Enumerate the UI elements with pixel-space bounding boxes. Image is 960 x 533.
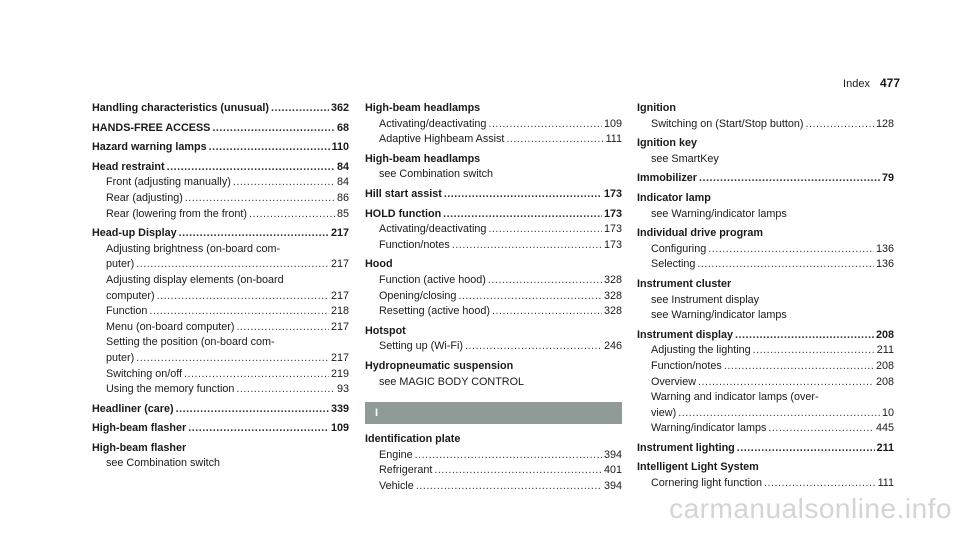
page-reference: 246 — [603, 340, 622, 353]
index-term — [92, 226, 349, 242]
dot-leader — [753, 343, 875, 359]
index-subentry — [92, 242, 349, 258]
page-reference: 328 — [603, 273, 622, 286]
index-text: Switching on (Start/Stop button) — [651, 117, 804, 130]
dot-leader — [488, 222, 602, 238]
index-subentry — [637, 343, 894, 359]
index-subentry — [365, 339, 622, 355]
index-text: see MAGIC BODY CONTROL — [379, 375, 524, 388]
index-text: Adaptive Highbeam Assist — [379, 133, 505, 146]
dot-leader — [708, 242, 874, 258]
dot-leader — [233, 175, 335, 191]
index-subentry — [92, 382, 349, 398]
page-reference: 217 — [330, 351, 349, 364]
dot-leader — [452, 238, 602, 254]
index-text: HOLD function — [365, 207, 442, 220]
dot-leader — [434, 463, 602, 479]
index-entry — [637, 226, 894, 273]
index-subentry — [637, 476, 894, 492]
index-text: Front (adjusting manually) — [106, 176, 231, 189]
page-reference: 173 — [603, 223, 622, 236]
index-text: High-beam flasher — [92, 422, 187, 435]
page-reference: 111 — [877, 477, 894, 490]
index-subentry — [92, 175, 349, 191]
dot-leader — [136, 351, 329, 367]
page-reference: 445 — [875, 422, 894, 435]
page-reference: 211 — [876, 441, 894, 454]
index-entry — [637, 328, 894, 437]
page-reference: 208 — [875, 375, 894, 388]
index-entry — [637, 191, 894, 222]
index-text: see Combination switch — [106, 457, 221, 470]
dot-leader — [444, 187, 602, 203]
index-text: Activating/deactivating — [379, 117, 487, 130]
index-text: High-beam headlamps — [365, 102, 481, 114]
index-term — [92, 140, 349, 156]
index-entry — [92, 441, 349, 472]
dot-leader — [179, 226, 329, 242]
dot-leader — [699, 171, 880, 187]
index-subentry — [365, 289, 622, 305]
index-subentry — [637, 421, 894, 437]
index-column-2 — [365, 101, 622, 498]
index-subentry — [365, 375, 622, 391]
index-term — [365, 187, 622, 203]
index-subentry — [637, 293, 894, 309]
dot-leader — [212, 121, 335, 137]
index-subentry — [365, 273, 622, 289]
index-term — [365, 257, 622, 273]
index-text: Overview — [651, 375, 696, 388]
index-text: Adjusting the lighting — [651, 344, 751, 357]
page-reference: 111 — [605, 133, 622, 146]
index-term — [92, 402, 349, 418]
index-subentry — [637, 207, 894, 223]
page-reference: 10 — [881, 406, 894, 419]
page-reference: 85 — [336, 207, 349, 220]
page-reference: 79 — [881, 172, 894, 185]
index-subentry — [92, 320, 349, 336]
index-term — [92, 101, 349, 117]
index-subentry — [92, 191, 349, 207]
index-text: Hill start assist — [365, 187, 442, 200]
index-text: Headliner (care) — [92, 402, 174, 415]
index-text: Instrument cluster — [637, 277, 732, 290]
index-text: Function (active hood) — [379, 273, 486, 286]
index-subentry — [92, 289, 349, 305]
index-subentry — [637, 359, 894, 375]
index-term — [92, 421, 349, 437]
dot-leader — [157, 289, 329, 305]
page-reference: 217 — [330, 320, 349, 333]
index-text: Function — [106, 305, 148, 318]
index-text: Cornering light function — [651, 477, 763, 490]
index-text: Handling characteristics (unusual) — [92, 102, 269, 114]
dot-leader — [764, 476, 876, 492]
index-subentry — [637, 406, 894, 422]
page-reference: 217 — [330, 289, 349, 302]
index-text: Function/notes — [651, 359, 722, 372]
page-reference: 109 — [330, 422, 349, 435]
index-text: see Warning/indicator lamps — [651, 309, 787, 322]
index-entry — [92, 160, 349, 222]
index-text: Engine — [379, 448, 413, 461]
index-text: Adjusting display elements (on-board — [106, 273, 284, 286]
index-term — [637, 136, 894, 152]
index-text: Setting up (Wi-Fi) — [379, 340, 463, 353]
page-reference: 136 — [875, 258, 894, 271]
index-text: Resetting (active hood) — [379, 305, 491, 318]
index-subentry — [365, 117, 622, 133]
index-entry — [365, 324, 622, 355]
page-reference: 173 — [603, 238, 622, 251]
dot-leader — [735, 328, 874, 344]
dot-leader — [698, 375, 874, 391]
page-reference: 86 — [336, 191, 349, 204]
index-text: Vehicle — [379, 479, 414, 492]
index-subentry — [92, 304, 349, 320]
index-text: Selecting — [651, 258, 696, 271]
index-subentry — [365, 448, 622, 464]
index-subentry — [92, 456, 349, 472]
index-text: see Warning/indicator lamps — [651, 207, 787, 220]
section-label: Index — [843, 78, 870, 90]
index-entry — [637, 441, 894, 457]
index-text: Identification plate — [365, 433, 461, 446]
index-text: Activating/deactivating — [379, 223, 487, 236]
page-reference: 362 — [330, 102, 349, 114]
index-entry — [637, 101, 894, 132]
index-term — [365, 324, 622, 340]
page-reference: 394 — [603, 479, 622, 492]
index-column-1 — [92, 101, 349, 476]
index-subentry — [365, 222, 622, 238]
page-reference: 394 — [603, 448, 622, 461]
index-text: view) — [651, 406, 677, 419]
index-term — [637, 328, 894, 344]
watermark: carmanualsonline.info — [669, 493, 952, 524]
index-text: see SmartKey — [651, 152, 719, 165]
index-text: Function/notes — [379, 238, 450, 251]
index-term — [92, 121, 349, 137]
index-term — [637, 191, 894, 207]
dot-leader — [236, 320, 329, 336]
index-text: Warning/indicator lamps — [651, 422, 767, 435]
index-subentry — [365, 132, 622, 148]
index-text: Hydropneumatic suspension — [365, 359, 514, 372]
index-entry — [365, 152, 622, 183]
dot-leader — [249, 207, 335, 223]
index-term — [637, 277, 894, 293]
index-term — [637, 441, 894, 457]
page-reference: 217 — [330, 258, 349, 271]
index-subentry — [637, 152, 894, 168]
dot-leader — [176, 402, 329, 418]
index-entry — [637, 277, 894, 324]
page-reference: 128 — [875, 117, 894, 130]
dot-leader — [678, 406, 880, 422]
index-term — [637, 171, 894, 187]
index-text: Menu (on-board computer) — [106, 320, 235, 333]
index-subentry — [637, 257, 894, 273]
index-term — [365, 152, 622, 168]
dot-leader — [415, 448, 602, 464]
page-reference: 339 — [330, 402, 349, 415]
index-subentry — [92, 351, 349, 367]
index-term — [365, 432, 622, 448]
index-subentry — [365, 479, 622, 495]
page-reference: 136 — [875, 242, 894, 255]
page-header — [843, 76, 900, 90]
index-text: Rear (adjusting) — [106, 191, 183, 204]
index-text: Opening/closing — [379, 289, 457, 302]
dot-leader — [136, 257, 329, 273]
index-text: Configuring — [651, 242, 707, 255]
index-text: HANDS-FREE ACCESS — [92, 121, 211, 134]
page-reference: 208 — [875, 328, 894, 341]
page-reference: 84 — [336, 176, 349, 189]
page-reference: 110 — [331, 141, 349, 154]
index-entry — [365, 432, 622, 494]
page-reference: 219 — [330, 367, 349, 380]
dot-leader — [506, 132, 603, 148]
dot-leader — [185, 191, 335, 207]
index-entry — [92, 121, 349, 137]
index-entry — [92, 140, 349, 156]
index-subentry — [92, 257, 349, 273]
index-column-3 — [637, 101, 894, 496]
page-reference: 217 — [330, 227, 349, 240]
index-text: Hotspot — [365, 324, 406, 337]
dot-leader — [737, 441, 875, 457]
dot-leader — [443, 207, 602, 223]
dot-leader — [488, 273, 602, 289]
index-text: Setting the position (on-board com- — [106, 336, 275, 349]
dot-leader — [236, 382, 335, 398]
page-reference: 68 — [336, 121, 349, 134]
index-entry — [92, 402, 349, 418]
index-term — [92, 441, 349, 457]
index-text: puter) — [106, 258, 135, 271]
index-subentry — [365, 167, 622, 183]
index-text: Indicator lamp — [637, 191, 711, 204]
index-entry — [365, 101, 622, 148]
page-reference: 173 — [603, 187, 622, 200]
dot-leader — [697, 257, 874, 273]
index-entry — [637, 171, 894, 187]
index-text: Ignition key — [637, 137, 697, 150]
dot-leader — [184, 367, 329, 383]
index-term — [365, 207, 622, 223]
index-entry — [365, 187, 622, 203]
dot-leader — [768, 421, 874, 437]
index-text: Head-up Display — [92, 227, 177, 240]
index-term — [637, 460, 894, 476]
dot-leader — [167, 160, 335, 176]
dot-leader — [271, 101, 329, 117]
index-term — [92, 160, 349, 176]
index-text: Rear (lowering from the front) — [106, 207, 248, 220]
index-term — [365, 101, 622, 117]
index-entry — [92, 226, 349, 398]
index-subentry — [637, 308, 894, 324]
page-reference: 84 — [336, 160, 349, 173]
index-text: see Instrument display — [651, 293, 760, 306]
index-term — [365, 359, 622, 375]
page-reference: 109 — [603, 117, 622, 130]
index-subentry — [92, 207, 349, 223]
index-entry — [365, 207, 622, 254]
dot-leader — [188, 421, 329, 437]
page-reference: 218 — [330, 305, 349, 318]
index-text: Immobilizer — [637, 172, 697, 185]
index-subentry — [365, 304, 622, 320]
index-text: Hazard warning lamps — [92, 141, 207, 154]
dot-leader — [805, 117, 874, 133]
index-text: puter) — [106, 351, 135, 364]
index-term — [637, 101, 894, 117]
index-entry — [92, 421, 349, 437]
index-subentry — [92, 367, 349, 383]
page-reference: 211 — [876, 344, 894, 357]
page-reference: 328 — [603, 305, 622, 318]
dot-leader — [209, 140, 330, 156]
page-reference: 208 — [875, 359, 894, 372]
page-number: 477 — [879, 76, 900, 90]
index-entry — [637, 136, 894, 167]
index-text: computer) — [106, 289, 155, 302]
index-entry — [365, 257, 622, 319]
index-text: Ignition — [637, 102, 676, 114]
index-text: Intelligent Light System — [637, 461, 759, 474]
index-subentry — [92, 273, 349, 289]
index-text: Instrument display — [637, 328, 733, 341]
index-entry — [92, 101, 349, 117]
index-term — [637, 226, 894, 242]
index-text: Switching on/off — [106, 367, 183, 380]
dot-leader — [724, 359, 874, 375]
index-text: Adjusting brightness (on-board com- — [106, 242, 281, 255]
index-entry — [637, 460, 894, 491]
index-text: Refrigerant — [379, 464, 433, 477]
index-text: High-beam flasher — [92, 441, 187, 454]
index-text: Hood — [365, 258, 393, 271]
page-reference: 93 — [336, 383, 349, 396]
index-text: High-beam headlamps — [365, 152, 481, 165]
dot-leader — [416, 479, 602, 495]
index-text: Using the memory function — [106, 383, 235, 396]
index-subentry — [637, 375, 894, 391]
dot-leader — [465, 339, 602, 355]
index-subentry — [365, 238, 622, 254]
index-subentry — [92, 335, 349, 351]
index-text: Warning and indicator lamps (over- — [651, 391, 819, 404]
index-entry — [365, 359, 622, 390]
index-text: Instrument lighting — [637, 441, 735, 454]
dot-leader — [488, 117, 602, 133]
page-reference: 173 — [603, 207, 622, 220]
index-subentry — [637, 117, 894, 133]
index-text: see Combination switch — [379, 168, 494, 181]
index-text: Head restraint — [92, 160, 165, 173]
page-reference: 401 — [603, 464, 622, 477]
page-reference: 328 — [603, 289, 622, 302]
index-letter-heading: I — [365, 402, 622, 424]
dot-leader — [149, 304, 329, 320]
index-subentry — [365, 463, 622, 479]
index-subentry — [637, 390, 894, 406]
index-text: Individual drive program — [637, 227, 763, 240]
dot-leader — [458, 289, 602, 305]
index-subentry — [637, 242, 894, 258]
dot-leader — [492, 304, 602, 320]
